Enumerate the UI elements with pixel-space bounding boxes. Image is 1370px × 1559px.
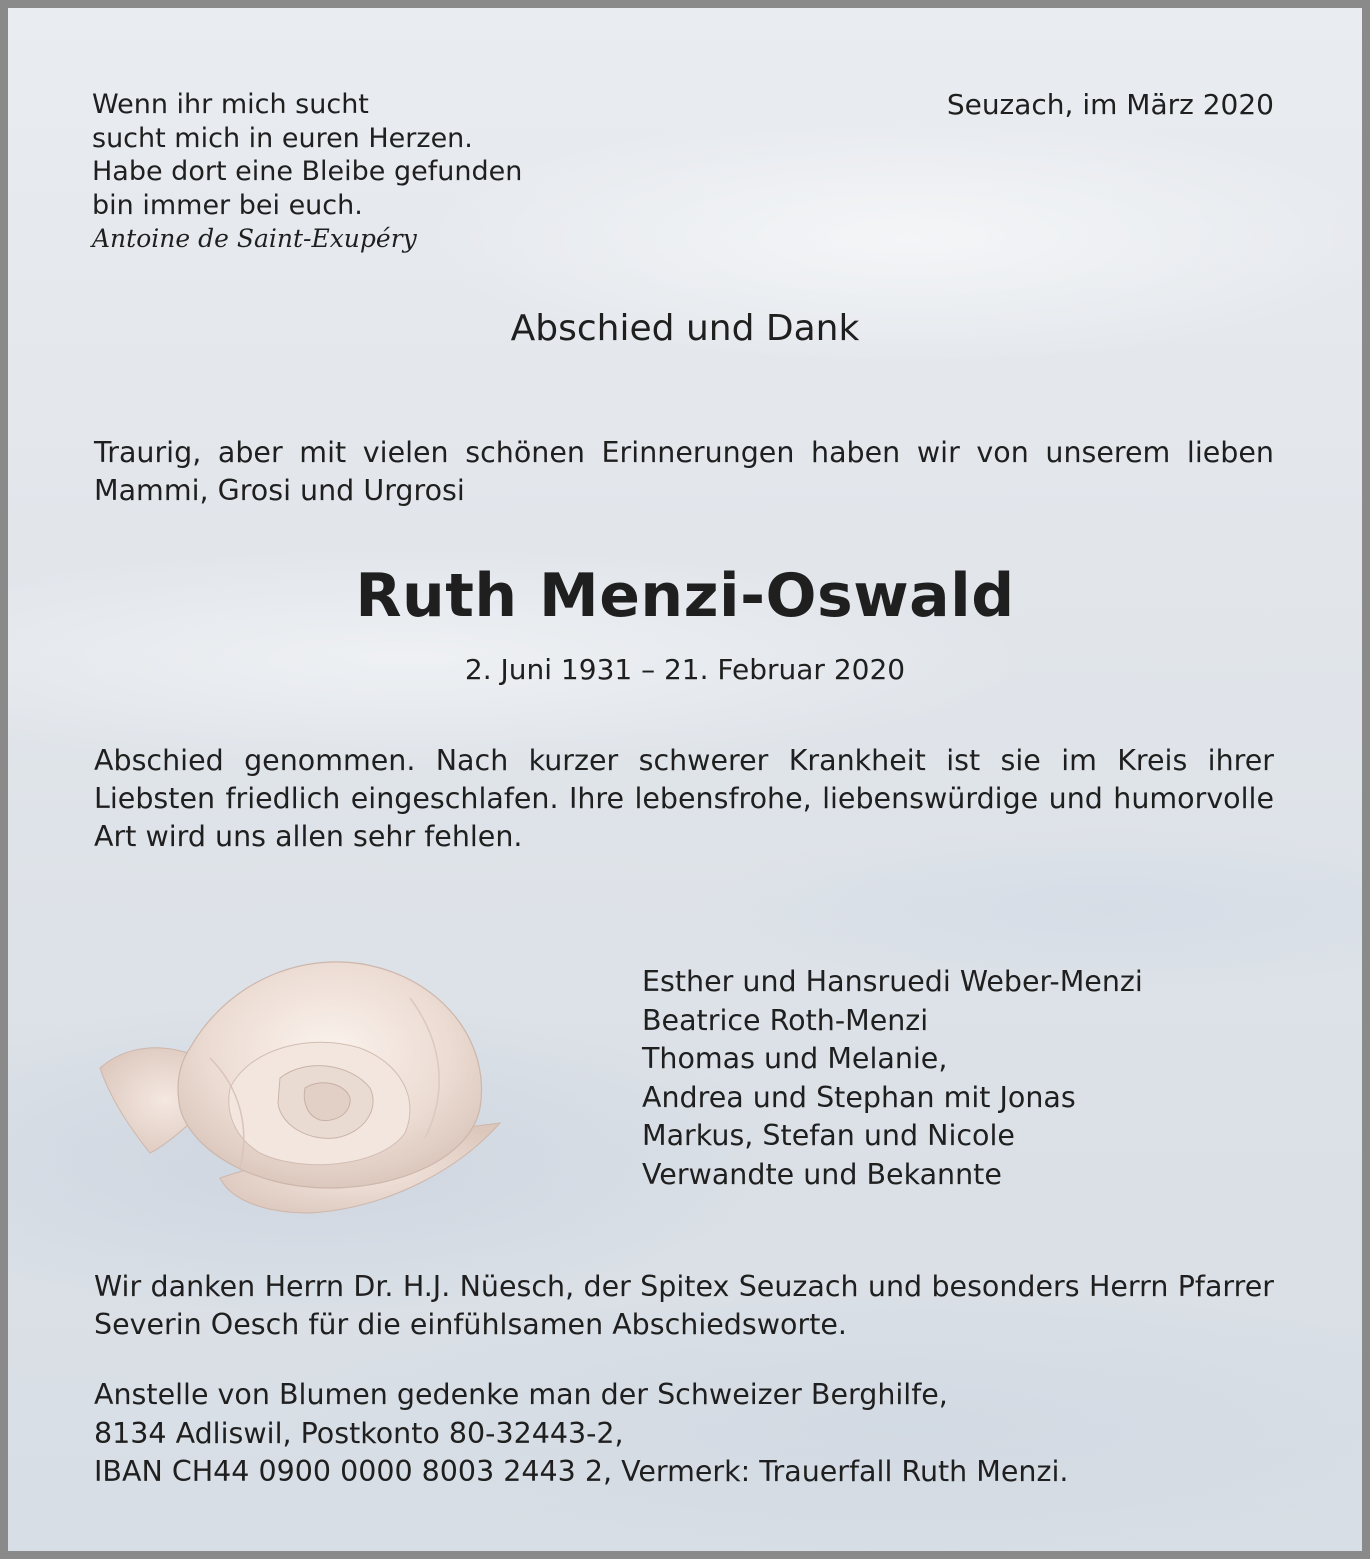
family-member: Esther und Hansruedi Weber-Menzi: [642, 965, 1143, 998]
poem-author: Antoine de Saint-Exupéry: [92, 224, 417, 253]
farewell-paragraph: Abschied genommen. Nach kurzer schwerer Krankheit ist sie im Kreis ihrer Liebsten friedlich eingeschlafen. Ihre lebensfrohe, liebenswürdige und humorvolle Art wird uns allen sehr fehlen.: [94, 744, 1274, 853]
poem: [92, 88, 522, 256]
donation-line: 8134 Adliswil, Postkonto 80-32443-2,: [94, 1416, 624, 1450]
rose-icon: [80, 938, 520, 1228]
family-member: Beatrice Roth-Menzi: [642, 1003, 929, 1037]
donation-line: IBAN CH44 0900 0000 8003 2443 2, Vermerk: Trauerfall Ruth Menzi.: [94, 1455, 1069, 1488]
family-member: Andrea und Stephan mit Jonas: [642, 1080, 1076, 1114]
family-member: Thomas und Melanie,: [642, 1042, 948, 1075]
poem-line: Habe dort eine Bleibe gefunden: [92, 156, 523, 187]
heading: Abschied und Dank: [510, 308, 860, 349]
family-member: Markus, Stefan und Nicole: [642, 1119, 1015, 1152]
life-dates: 2. Juni 1931 – 21. Februar 2020: [464, 653, 906, 686]
donation-line: Anstelle von Blumen gedenke man der Schweizer Berghilfe,: [94, 1378, 948, 1411]
thanks-paragraph: Wir danken Herrn Dr. H.J. Nüesch, der Spitex Seuzach und besonders Herrn Pfarrer Severin Oesch für die einfühlsamen Abschiedsworte.: [94, 1270, 1274, 1341]
poem-line: sucht mich in euren Herzen.: [92, 122, 473, 154]
family-member: Verwandte und Bekannte: [642, 1157, 1002, 1191]
intro-paragraph: Traurig, aber mit vielen schönen Erinnerungen haben wir von unserem lieben Mammi, Grosi und Urgrosi: [94, 436, 1274, 507]
donation-paragraph: [94, 1376, 1274, 1492]
deceased-name: Ruth Menzi-Oswald: [355, 561, 1015, 631]
poem-line: Wenn ihr mich sucht: [92, 89, 369, 120]
place-date: Seuzach, im März 2020: [946, 88, 1274, 121]
poem-line: bin immer bei euch.: [92, 189, 363, 221]
obituary-page: [8, 8, 1362, 1551]
family-list: [642, 963, 1143, 1194]
